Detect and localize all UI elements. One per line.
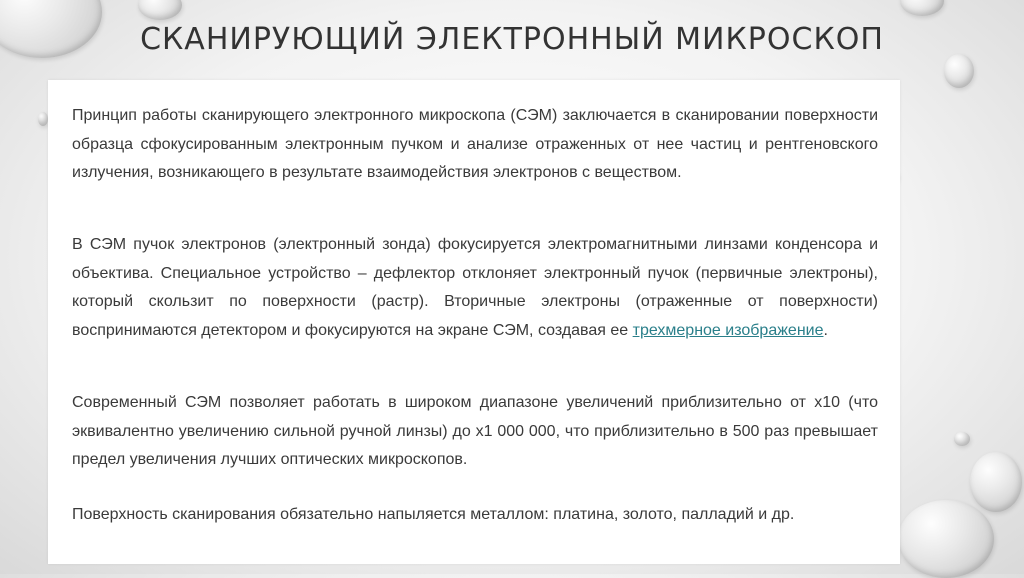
slide-title: СКАНИРУЮЩИЙ ЭЛЕКТРОННЫЙ МИКРОСКОП (140, 22, 884, 57)
water-drop-decoration (944, 54, 974, 88)
water-drop-decoration (900, 0, 944, 16)
paragraph-beam (72, 231, 878, 345)
link-3d-image[interactable]: трехмерное изображение (632, 321, 824, 339)
water-drop-decoration (38, 112, 48, 126)
text-panel (48, 80, 900, 564)
paragraph-coating: Поверхность сканирования обязательно напыляется металлом: платина, золото, палладий и др. (72, 506, 795, 523)
water-drop-decoration (970, 452, 1022, 512)
water-drop-decoration (138, 0, 182, 20)
water-drop-decoration (898, 500, 994, 578)
paragraph-beam-end: . (823, 321, 828, 339)
water-drop-decoration (954, 432, 970, 446)
paragraph-beam-text: В СЭМ пучок электронов (электронный зонда) фокусируется электромагнитными линзами конденсора и объектива. Специальное устройство – дефлектор отклоняет электронный пучок (первичные электроны), который скользит по поверхности (растр). Вторичные электроны (отраженные от поверхности) воспринимаются детектором и фокусируются на экране СЭМ, создавая ее (72, 236, 878, 339)
paragraph-magnification: Современный СЭМ позволяет работать в широком диапазоне увеличений приблизительно от x10 (что эквивалентно увеличению сильной ручной линзы) до x1 000 000, что приблизительно в 500 раз превышает предел увеличения лучших оптических микроскопов. (72, 394, 878, 468)
paragraph-principle: Принцип работы сканирующего электронного микроскопа (СЭМ) заключается в сканировании поверхности образца сфокусированным электронным пучком и анализе отраженных от нее частиц и рентгеновского излучения, возникающего в результате взаимодействия электронов с веществом. (72, 107, 878, 181)
